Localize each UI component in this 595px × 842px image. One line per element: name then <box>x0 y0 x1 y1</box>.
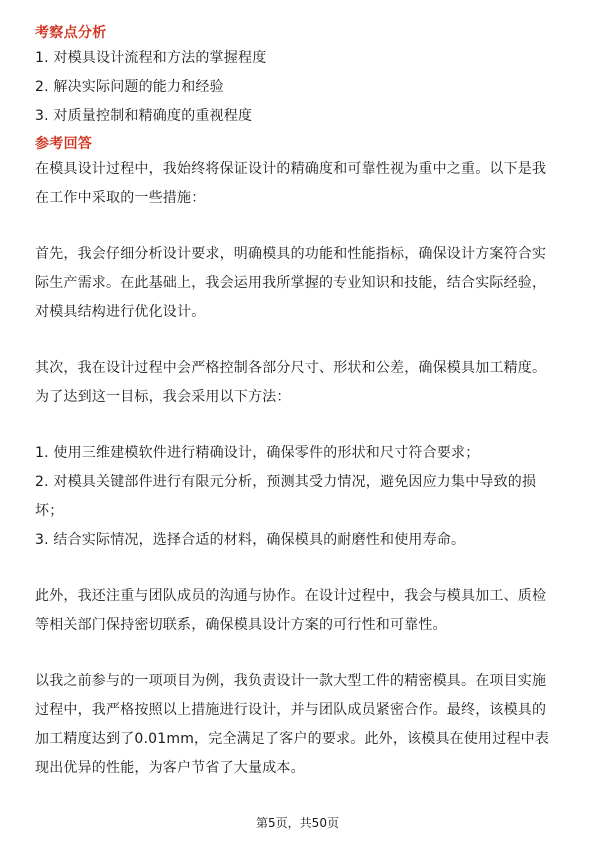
list-item: 1. 使用三维建模软件进行精确设计，确保零件的形状和尺寸符合要求； <box>35 445 480 461</box>
paragraph-second <box>35 354 565 412</box>
section-heading-analysis: 考察点分析 <box>35 25 107 41</box>
list-item: 2. 对模具关键部件进行有限元分析，预测其受力情况，避免因应力集中导致的损 <box>35 474 537 490</box>
method-list <box>35 439 565 555</box>
analysis-item-2: 2. 解决实际问题的能力和经验 <box>35 79 224 95</box>
text-line: 在模具设计过程中，我始终将保证设计的精确度和可靠性视为重中之重。以下是我 <box>35 161 547 177</box>
paragraph-intro <box>35 155 565 213</box>
list-item: 3. 结合实际情况，选择合适的材料，确保模具的耐磨性和使用寿命。 <box>35 532 466 548</box>
text-line: 加工精度达到了0.01mm，完全满足了客户的要求。此外，该模具在使用过程中表 <box>35 731 550 747</box>
text-line: 首先，我会仔细分析设计要求，明确模具的功能和性能指标，确保设计方案符合实 <box>35 246 547 262</box>
text-line: 对模具结构进行优化设计。 <box>35 304 206 320</box>
paragraph-first <box>35 240 565 327</box>
text-line: 在工作中采取的一些措施： <box>35 190 206 206</box>
text-line: 际生产需求。在此基础上，我会运用我所掌握的专业知识和技能，结合实际经验， <box>35 275 547 291</box>
section-heading-answer: 参考回答 <box>35 136 93 152</box>
paragraph-example <box>35 667 565 783</box>
text-line: 等相关部门保持密切联系，确保模具设计方案的可行性和可靠性。 <box>35 617 447 633</box>
text-line: 其次，我在设计过程中会严格控制各部分尺寸、形状和公差，确保模具加工精度。 <box>35 360 547 376</box>
list-item: 坏； <box>35 503 64 519</box>
analysis-item-1: 1. 对模具设计流程和方法的掌握程度 <box>35 50 267 66</box>
page-number: 第5页，共50页 <box>256 816 339 830</box>
text-line: 此外，我还注重与团队成员的沟通与协作。在设计过程中，我会与模具加工、质检 <box>35 588 547 604</box>
document-body <box>35 22 565 783</box>
text-line: 过程中，我严格按照以上措施进行设计，并与团队成员紧密合作。最终，该模具的 <box>35 702 547 718</box>
text-line: 为了达到这一目标，我会采用以下方法： <box>35 389 291 405</box>
analysis-item-3: 3. 对质量控制和精确度的重视程度 <box>35 108 253 124</box>
text-line: 现出优异的性能，为客户节省了大量成本。 <box>35 760 305 776</box>
text-line: 以我之前参与的一项项目为例，我负责设计一款大型工件的精密模具。在项目实施 <box>35 673 547 689</box>
paragraph-teamwork <box>35 582 565 640</box>
